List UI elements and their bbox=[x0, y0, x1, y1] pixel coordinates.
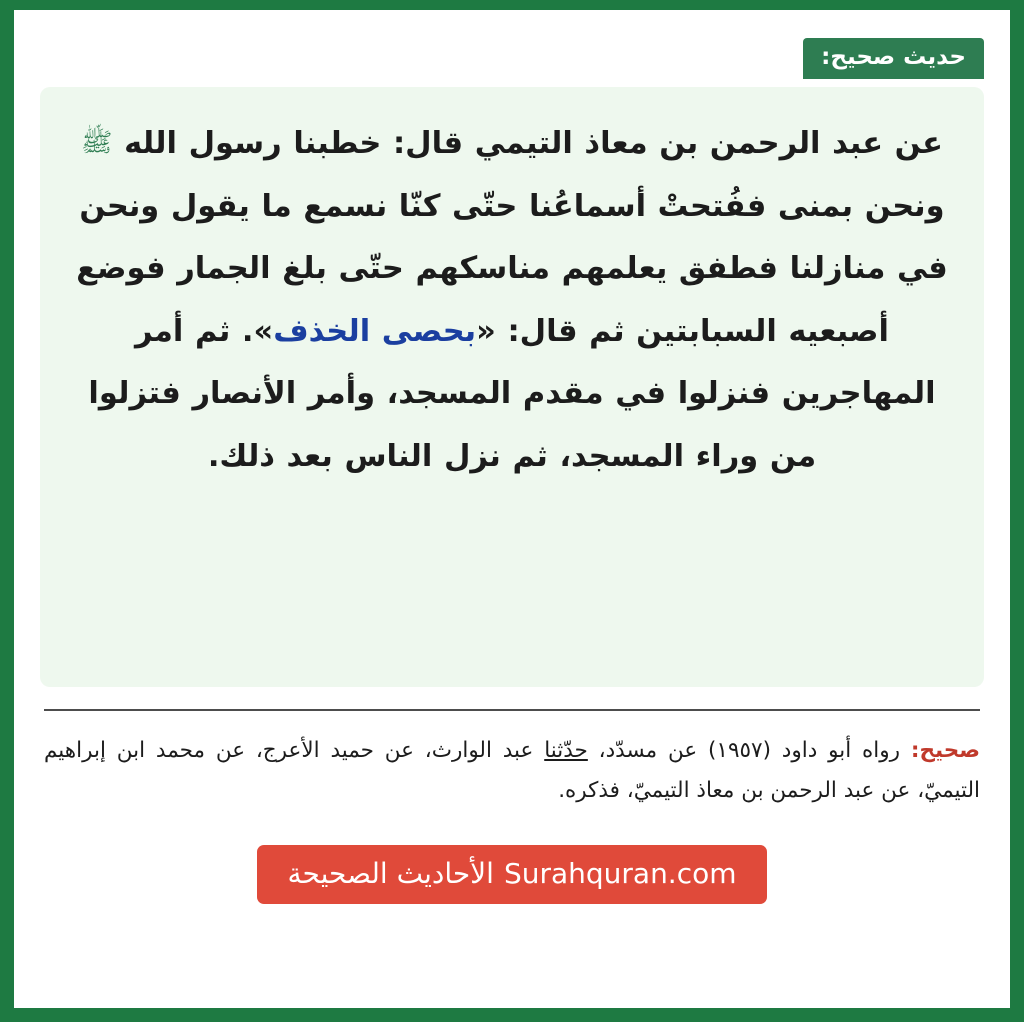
hadith-part-2: ونحن بمنى ففُتحتْ أسماعُنا حتّى كنّا نسمع ما يقول ونحن في منازلنا فطفق يعلمهم مناسكهم حتّى بلغ الجمار فوضع أصبعيه السبابتين ثم قال: « bbox=[76, 188, 948, 349]
takhrij-paragraph bbox=[40, 731, 984, 811]
hadith-part-1: عن عبد الرحمن بن معاذ التيمي قال: خطبنا رسول الله bbox=[124, 126, 943, 162]
hadith-text-box bbox=[40, 87, 984, 687]
site-tagline: الأحاديث الصحيحة bbox=[287, 856, 494, 890]
takhrij-text-1: رواه أبو داود (١٩٥٧) عن مسدّد، bbox=[587, 738, 911, 764]
takhrij-underlined-term: حدّثنا bbox=[544, 738, 588, 764]
frame-border-right bbox=[1010, 0, 1024, 1022]
divider bbox=[44, 709, 980, 711]
document-page bbox=[14, 10, 1010, 1008]
frame-border-bottom bbox=[0, 1008, 1024, 1022]
site-name: Surahquran.com bbox=[503, 856, 737, 890]
sallallahu-alayhi-wasallam-icon: ﷺ bbox=[81, 128, 113, 159]
grade-word: صحيح: bbox=[910, 738, 981, 764]
site-footer-badge[interactable] bbox=[257, 845, 766, 904]
frame-border-top bbox=[0, 0, 1024, 10]
grade-label-row bbox=[40, 38, 984, 79]
status-badge: حديث صحيح: bbox=[803, 38, 984, 79]
hadith-part-3: ». ثم أمر المهاجرين فنزلوا في مقدم المسجد، وأمر الأنصار فتزلوا من وراء المسجد، ثم نزل الناس بعد ذلك. bbox=[88, 313, 936, 474]
hadith-body bbox=[70, 113, 954, 488]
footer-row bbox=[40, 845, 984, 904]
hadith-highlight-phrase: بحصى الخذف bbox=[273, 313, 477, 349]
frame-border-left bbox=[0, 0, 14, 1022]
takhrij-text-2: عبد الوارث، عن حميد الأعرج، عن محمد ابن إبراهيم التيميّ، عن عبد الرحمن بن معاذ التيميّ، فذكره. bbox=[44, 738, 980, 804]
